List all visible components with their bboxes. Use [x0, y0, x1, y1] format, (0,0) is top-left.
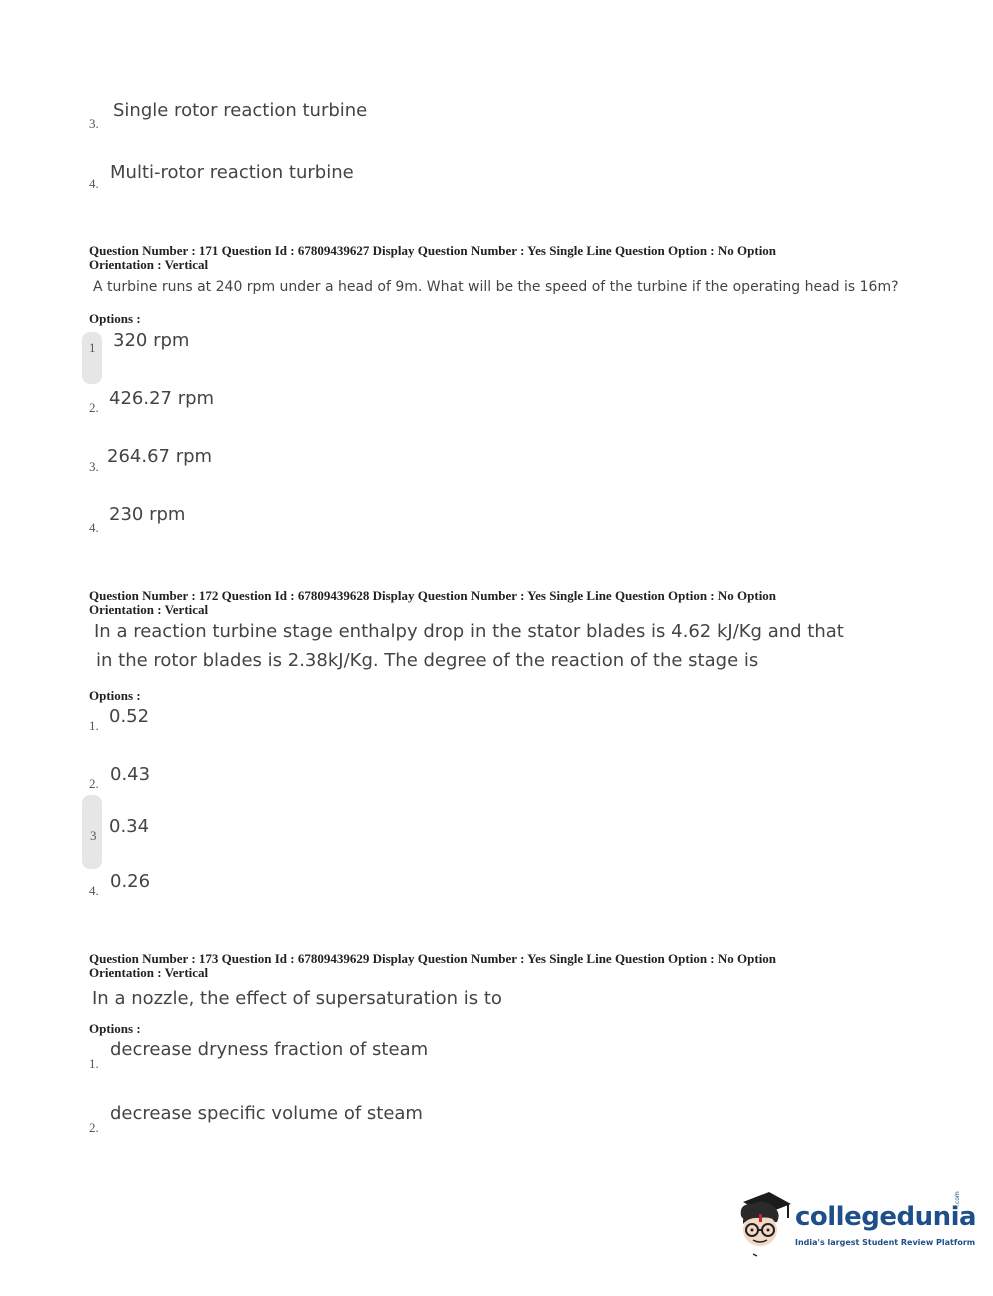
option-text[interactable]: 320 rpm	[113, 330, 190, 351]
option-text[interactable]: 0.52	[109, 706, 150, 727]
option-text[interactable]: 426.27 rpm	[109, 388, 215, 409]
question-meta	[89, 244, 889, 272]
option-number: 3.	[89, 116, 99, 131]
logo-suffix: .com	[954, 1191, 961, 1206]
option-text[interactable]: 0.43	[110, 764, 151, 785]
logo-wordmark: collegedunia	[795, 1202, 977, 1232]
option-text[interactable]: 0.34	[109, 816, 150, 837]
question-meta-line: Orientation : Vertical	[89, 965, 209, 980]
question-text-line: in the rotor blades is 2.38kJ/Kg. The degree of the reaction of the stage is	[96, 650, 759, 671]
option-number: 2.	[89, 776, 99, 791]
options-label: Options :	[89, 688, 141, 703]
question-meta-line: Orientation : Vertical	[89, 602, 209, 617]
question-text: In a nozzle, the effect of supersaturation is to	[92, 988, 502, 1009]
options-label: Options :	[89, 1021, 141, 1036]
question-meta-line: Question Number : 171 Question Id : 67809439627 Display Question Number : Yes Single Line Question Option : No Option	[89, 243, 777, 258]
option-number: 3.	[89, 459, 99, 474]
option-number: 4.	[89, 883, 99, 898]
option-text[interactable]: decrease dryness fraction of steam	[110, 1039, 429, 1060]
question-text: A turbine runs at 240 rpm under a head of 9m. What will be the speed of the turbine if the operating head is 16m?	[93, 279, 899, 295]
option-text[interactable]: 264.67 rpm	[107, 446, 213, 467]
question-meta-line: Question Number : 172 Question Id : 67809439628 Display Question Number : Yes Single Line Question Option : No Option	[89, 588, 777, 603]
mascot-with-graduation-cap-icon	[735, 1190, 793, 1260]
option-number: 4.	[89, 520, 99, 535]
option-number: 3	[90, 828, 97, 843]
option-number: 1	[89, 340, 96, 355]
question-meta-line: Question Number : 173 Question Id : 67809439629 Display Question Number : Yes Single Line Question Option : No Option	[89, 951, 777, 966]
question-text-line: In a reaction turbine stage enthalpy drop in the stator blades is 4.62 kJ/Kg and that	[94, 621, 844, 642]
question-meta	[89, 589, 889, 617]
option-text[interactable]: 230 rpm	[109, 504, 186, 525]
option-text[interactable]: 0.26	[110, 871, 151, 892]
option-number: 4.	[89, 176, 99, 191]
question-meta-line: Orientation : Vertical	[89, 257, 209, 272]
option-number: 1.	[89, 1056, 99, 1071]
options-label: Options :	[89, 311, 141, 326]
collegedunia-logo	[735, 1190, 977, 1260]
option-number: 1.	[89, 718, 99, 733]
option-text[interactable]: decrease specific volume of steam	[110, 1103, 423, 1124]
option-number: 2.	[89, 1120, 99, 1135]
option-text: Multi-rotor reaction turbine	[110, 162, 354, 183]
question-meta	[89, 952, 889, 980]
option-number: 2.	[89, 400, 99, 415]
option-text: Single rotor reaction turbine	[113, 100, 368, 121]
logo-tagline: India's largest Student Review Platform	[795, 1238, 976, 1247]
